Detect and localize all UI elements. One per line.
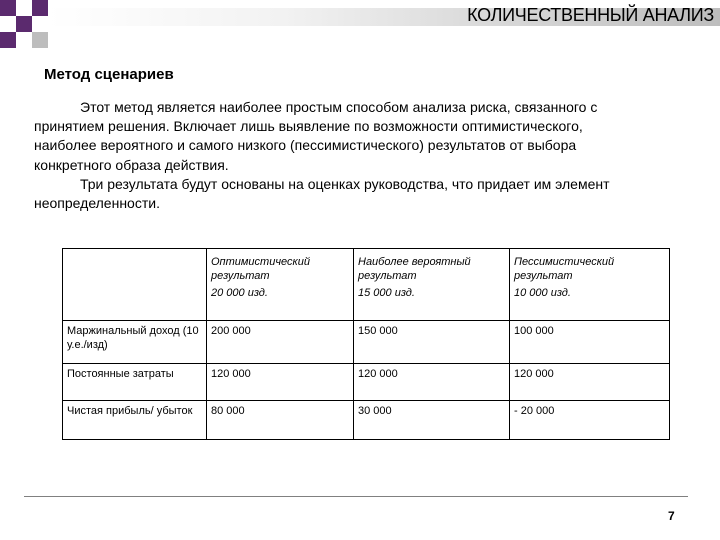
table-cell: 30 000 xyxy=(354,401,510,440)
row-label: Постоянные затраты xyxy=(63,364,207,401)
paragraph-1: Этот метод является наиболее простым способом анализа риска, связанного с принятием решения. Включает лишь выявление по возможности оптимистического, наиболее вероятного и самого низкого (пессимистического) результатов от выбора конкретного образа действия. xyxy=(34,99,598,173)
column-header-line: Наиболее вероятный xyxy=(358,256,471,268)
footer-divider xyxy=(24,496,688,497)
table-header-row xyxy=(63,249,670,321)
column-header-line: 10 000 изд. xyxy=(514,287,571,299)
body-text xyxy=(34,98,640,213)
column-header-line: результат xyxy=(514,270,573,282)
column-header-line: результат xyxy=(358,270,417,282)
column-header-pessimistic xyxy=(510,249,670,321)
row-label: Маржинальный доход (10 у.е./изд) xyxy=(63,321,207,364)
table-cell: 80 000 xyxy=(207,401,354,440)
column-header-line: Оптимистический xyxy=(211,256,310,268)
column-header-line: 15 000 изд. xyxy=(358,287,415,299)
table-row xyxy=(63,401,670,440)
table-cell: 120 000 xyxy=(354,364,510,401)
paragraph-2: Три результата будут основаны на оценках руководства, что придает им элемент неопределенности. xyxy=(34,175,610,212)
table-cell: 200 000 xyxy=(207,321,354,364)
slide-title: КОЛИЧЕСТВЕННЫЙ АНАЛИЗ xyxy=(467,5,714,25)
table-cell: 100 000 xyxy=(510,321,670,364)
column-header-line: результат xyxy=(211,270,270,282)
table-cell: 120 000 xyxy=(207,364,354,401)
column-header-optimistic xyxy=(207,249,354,321)
section-title: Метод сценариев xyxy=(44,66,174,83)
decorative-checker-pattern xyxy=(0,0,48,48)
column-header-line: 20 000 изд. xyxy=(211,287,268,299)
page-number: 7 xyxy=(668,509,675,523)
table-cell: 150 000 xyxy=(354,321,510,364)
table-cell: 120 000 xyxy=(510,364,670,401)
row-label: Чистая прибыль/ убыток xyxy=(63,401,207,440)
table-row xyxy=(63,321,670,364)
table-cell: - 20 000 xyxy=(510,401,670,440)
table-corner-cell xyxy=(63,249,207,321)
table-row xyxy=(63,364,670,401)
column-header-most-likely xyxy=(354,249,510,321)
column-header-line: Пессимистический xyxy=(514,256,615,268)
scenario-table xyxy=(62,248,670,440)
